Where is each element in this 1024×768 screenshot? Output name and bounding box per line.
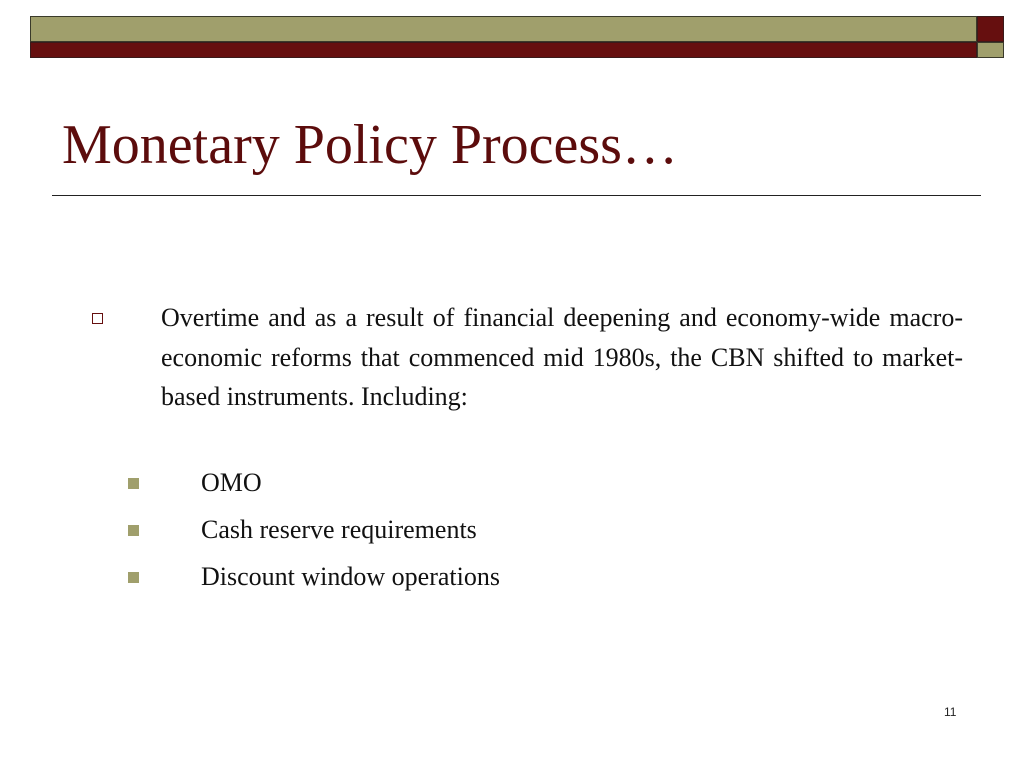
hollow-square-bullet-icon (92, 313, 103, 324)
filled-square-bullet-icon (128, 478, 139, 489)
title-divider (52, 195, 981, 196)
filled-square-bullet-icon (128, 572, 139, 583)
sub-bullet-item (0, 511, 1024, 551)
sub-bullet-item (0, 464, 1024, 504)
filled-square-bullet-icon (128, 525, 139, 536)
header-corner-square-olive (977, 42, 1004, 58)
sub-bullet-text: OMO (201, 468, 262, 497)
sub-bullet-item (0, 558, 1024, 598)
sub-bullet-text: Discount window operations (201, 562, 500, 591)
header-band-maroon (30, 42, 977, 58)
main-bullet-text: Overtime and as a result of financial deepening and economy-wide macro-economic reforms that commenced mid 1980s, the CBN shifted to market-based instruments. Including: (161, 303, 963, 411)
slide-title: Monetary Policy Process… (62, 114, 678, 176)
sub-bullet-text: Cash reserve requirements (201, 515, 477, 544)
header-corner-square-maroon (977, 16, 1004, 42)
page-number: 11 (944, 705, 957, 719)
header-band-olive (30, 16, 977, 42)
